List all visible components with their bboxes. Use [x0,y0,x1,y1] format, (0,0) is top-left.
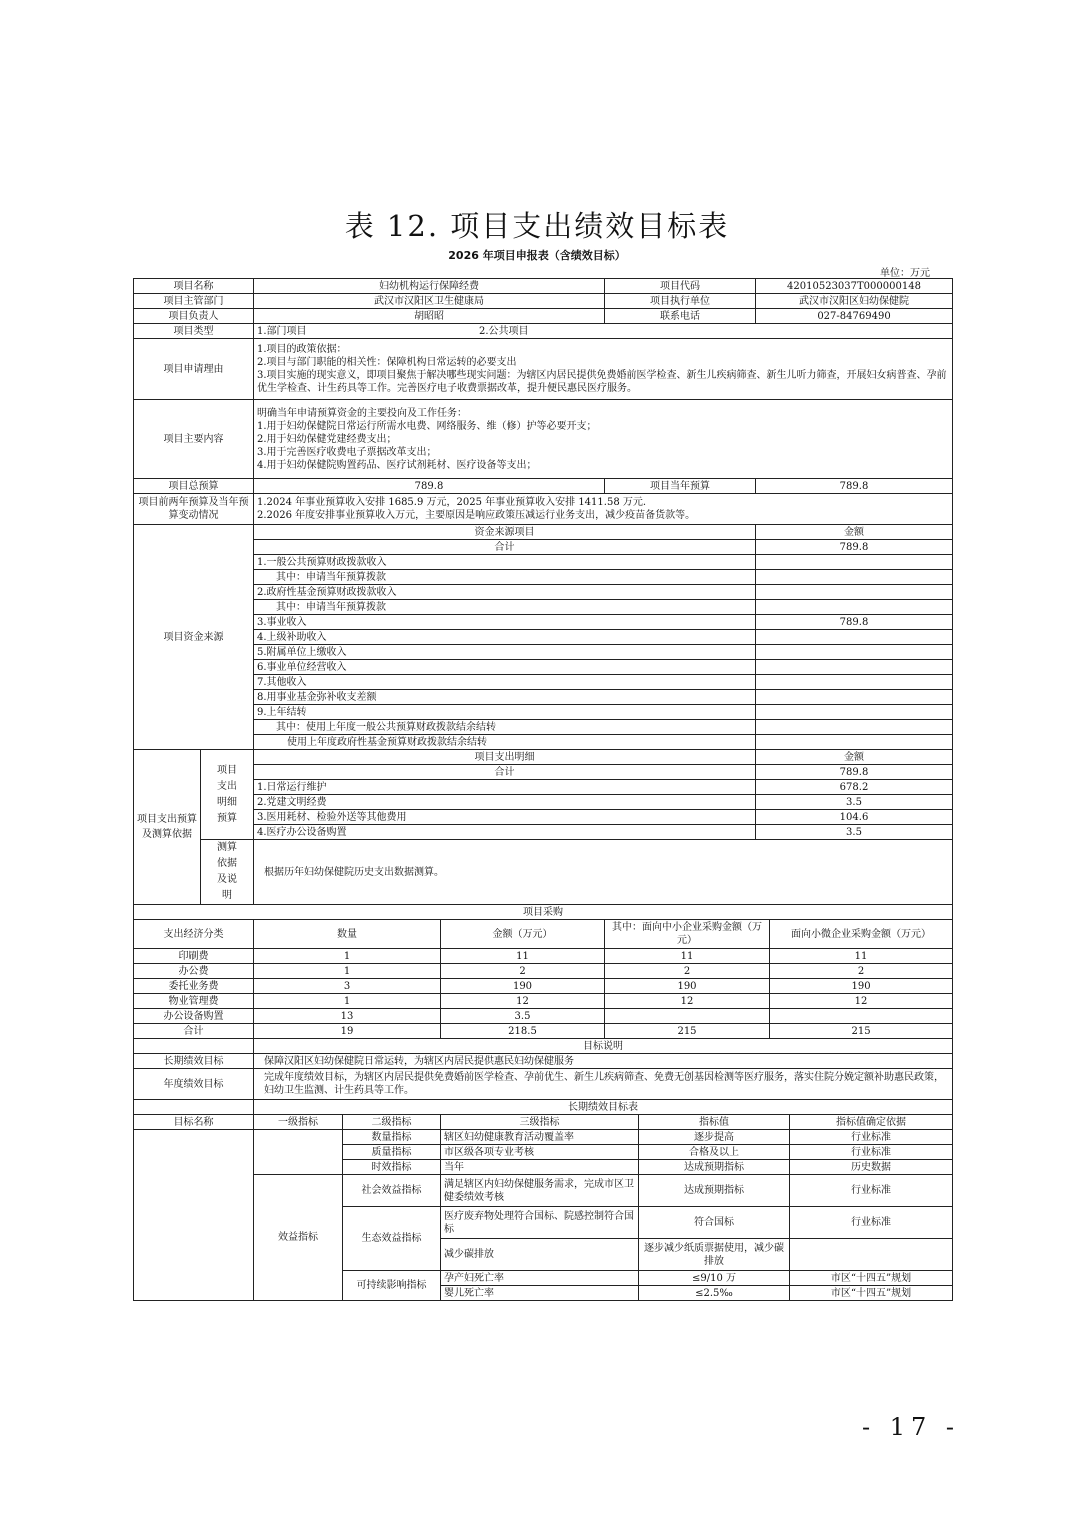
label-expense-basis: 项目支出预算及测算依据 [134,750,201,905]
fund-row-label: 其中：申请当年预算拨款 [254,570,756,585]
reason-line: 3.项目实施的现实意义，即项目聚焦于解决哪些现实问题：为辖区内居民提供免费婚前医学检查、新生儿疾病筛查、新生儿听力筛查，开展妇女病普查、孕前优生学检查、计生药具等工作。完善医疗电子收费票据改革，提升便民惠民医疗服务。 [257,370,947,394]
fund-row-label: 7.其他收入 [254,675,756,690]
proc-cell: 215 [770,1024,953,1039]
fund-row-amount [756,600,953,615]
label-detail-budget: 项目支出明细预算 [201,750,254,840]
proc-cell: 11 [770,949,953,964]
fund-row-amount [756,555,953,570]
fund-row-label: 其中：申请当年预算拨款 [254,600,756,615]
fund-row-amount [756,660,953,675]
ind-value: 达成预期指标 [639,1160,790,1175]
proc-cell: 委托业务费 [134,979,254,994]
ind-header: 三级指标 [441,1115,639,1130]
year-goal: 完成年度绩效目标，为辖区内居民提供免费婚前医学检查、孕前优生、新生儿疾病筛查、免费无创基因检测等医疗服务，落实住院分娩定额补助惠民政策，妇幼卫生监测、计生药具等工作。 [254,1069,953,1100]
fund-row-amount [756,645,953,660]
content-line: 3.用于完善医疗收费电子票据改革支出； [257,446,437,458]
fund-row-label: 使用上年度政府性基金预算财政拨款结余结转 [254,735,756,750]
proc-cell: 办公设备购置 [134,1009,254,1024]
proc-cell [770,1009,953,1024]
expense-row-amount: 3.5 [756,825,953,840]
expense-total: 789.8 [756,765,953,780]
current-budget: 789.8 [756,479,953,494]
fund-row-amount [756,705,953,720]
page-number: - 17 - [862,1413,961,1441]
procurement-table [133,904,953,1115]
proc-cell: 190 [605,979,770,994]
proc-cell: 1 [254,949,441,964]
ind-header: 二级指标 [343,1115,441,1130]
type-1: 1.部门项目 [257,325,307,337]
procurement-title: 项目采购 [134,905,953,920]
long-goal: 保障汉阳区妇幼保健院日常运转，为辖区内居民提供惠民妇幼保健服务 [254,1054,953,1069]
ind-l3: 医疗废弃物处理符合国标、院感控制符合国标 [441,1207,639,1239]
fund-header-amount: 金额 [756,525,953,540]
label-phone: 联系电话 [605,309,756,324]
fund-row-amount [756,720,953,735]
proc-cell: 12 [770,994,953,1009]
proc-cell: 1 [254,964,441,979]
goal-desc-blank [134,1039,254,1054]
change-line: 1.2024 年事业预算收入安排 1685.9 万元，2025 年事业预算收入安排 1411.58 万元. [257,497,647,508]
label-change: 项目前两年预算及当年预算变动情况 [134,494,254,525]
proc-header: 其中：面向中小企业采购金额（万元） [605,920,770,949]
proc-header: 金额（万元） [441,920,605,949]
total-budget: 789.8 [254,479,605,494]
expense-row-label: 2.党建文明经费 [254,795,756,810]
proc-header: 面向小微企业采购金额（万元） [770,920,953,949]
fund-row-amount [756,690,953,705]
ind-header: 指标值确定依据 [790,1115,953,1130]
ind-l2-eco: 生态效益指标 [343,1207,441,1271]
ind-basis: 市区“十四五”规划 [790,1271,953,1286]
project-type [254,324,953,339]
ind-basis: 行业标准 [790,1130,953,1145]
ind-l3: 市区级各项专业考核 [441,1145,639,1160]
proc-cell: 12 [605,994,770,1009]
reason-line: 2.项目与部门职能的相关性：保障机构日常运转的必要支出 [257,357,517,368]
phone: 027-84769490 [756,309,953,324]
proc-cell: 13 [254,1009,441,1024]
ind-value: 逐步提高 [639,1130,790,1145]
expense-row-amount: 104.6 [756,810,953,825]
fund-row-amount: 789.8 [756,615,953,630]
label-reason: 项目申请理由 [134,339,254,400]
expense-header-amount: 金额 [756,750,953,765]
dept: 武汉市汉阳区卫生健康局 [254,294,605,309]
proc-cell: 2 [605,964,770,979]
ind-header: 目标名称 [134,1115,254,1130]
content [254,400,953,479]
fund-row-label: 5.附属单位上缴收入 [254,645,756,660]
label-long-goal: 长期绩效目标 [134,1054,254,1069]
calc-text: 根据历年妇幼保健院历史支出数据测算。 [254,840,953,905]
label-project-code: 项目代码 [605,279,756,294]
ind-basis: 行业标准 [790,1175,953,1207]
label-fund-source: 项目资金来源 [134,525,254,750]
label-calc-basis: 测算依据及说明 [201,840,254,905]
ind-l3: 满足辖区内妇幼保健服务需求，完成市区卫健委绩效考核 [441,1175,639,1207]
fund-row-label: 4.上级补助收入 [254,630,756,645]
proc-cell: 11 [441,949,605,964]
label-content: 项目主要内容 [134,400,254,479]
ind-value: 符合国标 [639,1207,790,1239]
level1-output-cell [254,1130,343,1175]
ind-l2: 社会效益指标 [343,1175,441,1207]
fund-row-amount [756,675,953,690]
fund-total-label: 合计 [254,540,756,555]
expense-row-amount: 678.2 [756,780,953,795]
ind-header: 指标值 [639,1115,790,1130]
proc-cell: 190 [441,979,605,994]
content-line: 4.用于妇幼保健院购置药品、医疗试剂耗材、医疗设备等支出； [257,459,537,471]
expense-row-label: 4.医疗办公设备购置 [254,825,756,840]
proc-cell: 2 [770,964,953,979]
proc-cell: 19 [254,1024,441,1039]
ind-basis: 行业标准 [790,1207,953,1239]
owner: 胡昭昭 [254,309,605,324]
label-exec-unit: 项目执行单位 [605,294,756,309]
fund-row-amount [756,735,953,750]
ind-basis [790,1239,953,1271]
ind-l2: 时效指标 [343,1160,441,1175]
proc-cell: 12 [441,994,605,1009]
proc-cell: 1 [254,994,441,1009]
label-total-budget: 项目总预算 [134,479,254,494]
proc-header: 支出经济分类 [134,920,254,949]
page-subtitle: 2026 年项目申报表（含绩效目标） [448,249,626,262]
fund-row-label: 3.事业收入 [254,615,756,630]
performance-sheet [133,278,952,1301]
type-2: 2.公共项目 [479,325,529,337]
exec-unit: 武汉市汉阳区妇幼保健院 [756,294,953,309]
proc-cell: 190 [770,979,953,994]
expense-row-label: 1.日常运行维护 [254,780,756,795]
long-table-blank [134,1100,254,1115]
indicator-table [133,1114,953,1301]
proc-cell: 218.5 [441,1024,605,1039]
fund-row-label: 8.用事业基金弥补收支差额 [254,690,756,705]
label-project-name: 项目名称 [134,279,254,294]
fund-row-label: 6.事业单位经营收入 [254,660,756,675]
label-year-goal: 年度绩效目标 [134,1069,254,1100]
ind-l2-sustain: 可持续影响指标 [343,1271,441,1301]
ind-value: 达成预期指标 [639,1175,790,1207]
proc-cell: 2 [441,964,605,979]
change [254,494,953,525]
ind-l3: 辖区妇幼健康教育活动覆盖率 [441,1130,639,1145]
expense-row-label: 3.医用耗材、检验外送等其他费用 [254,810,756,825]
proc-cell: 合计 [134,1024,254,1039]
ind-header: 一级指标 [254,1115,343,1130]
goal-desc-title: 目标说明 [254,1039,953,1054]
ind-l2: 质量指标 [343,1145,441,1160]
long-table-title: 长期绩效目标表 [254,1100,953,1115]
reason [254,339,953,400]
expense-header-item: 项目支出明细 [254,750,756,765]
ind-l3: 减少碳排放 [441,1239,639,1271]
page-title: 表 12. 项目支出绩效目标表 [344,209,730,243]
fund-row-label: 1.一般公共预算财政拨款收入 [254,555,756,570]
ind-basis: 市区“十四五”规划 [790,1286,953,1301]
label-owner: 项目负责人 [134,309,254,324]
ind-value: 逐步减少纸质票据使用，减少碳排放 [639,1239,790,1271]
ind-l3: 当年 [441,1160,639,1175]
fund-row-label: 9.上年结转 [254,705,756,720]
fund-header-item: 资金来源项目 [254,525,756,540]
label-dept: 项目主管部门 [134,294,254,309]
change-line: 2.2026 年度安排事业预算收入万元，主要原因是响应政策压减运行业务支出，减少疫苗备货款等。 [257,510,696,521]
fund-row-amount [756,630,953,645]
proc-cell: 215 [605,1024,770,1039]
ind-basis: 历史数据 [790,1160,953,1175]
content-line: 明确当年申请预算资金的主要投向及工作任务： [257,407,467,419]
proc-cell: 办公费 [134,964,254,979]
label-type: 项目类型 [134,324,254,339]
fund-row-label: 2.政府性基金预算财政拨款收入 [254,585,756,600]
proc-cell: 3 [254,979,441,994]
level1-benefit: 效益指标 [254,1175,343,1301]
content-line: 2.用于妇幼保健党建经费支出； [257,433,397,445]
ind-value: 合格及以上 [639,1145,790,1160]
ind-value: ≤2.5‰ [639,1286,790,1301]
goal-name-cell [134,1130,254,1301]
main-table [133,278,953,905]
label-current-budget: 项目当年预算 [605,479,756,494]
ind-l2: 数量指标 [343,1130,441,1145]
ind-value: ≤9/10 万 [639,1271,790,1286]
proc-cell: 物业管理费 [134,994,254,1009]
fund-row-label: 其中：使用上年度一般公共预算财政拨款结余结转 [254,720,756,735]
fund-row-amount [756,570,953,585]
content-line: 1.用于妇幼保健院日常运行所需水电费、网络服务、维（修）护等必要开支； [257,420,597,432]
ind-l3: 孕产妇死亡率 [441,1271,639,1286]
ind-basis: 行业标准 [790,1145,953,1160]
fund-row-amount [756,585,953,600]
proc-cell: 11 [605,949,770,964]
expense-row-amount: 3.5 [756,795,953,810]
proc-cell: 印刷费 [134,949,254,964]
ind-l3: 婴儿死亡率 [441,1286,639,1301]
unit-label: 单位：万元 [880,268,930,279]
proc-cell [605,1009,770,1024]
proc-header: 数量 [254,920,441,949]
project-name: 妇幼机构运行保障经费 [254,279,605,294]
project-code: 42010523037T000000148 [756,279,953,294]
proc-cell: 3.5 [441,1009,605,1024]
reason-line: 1.项目的政策依据： [257,344,347,355]
fund-total: 789.8 [756,540,953,555]
expense-total-label: 合计 [254,765,756,780]
